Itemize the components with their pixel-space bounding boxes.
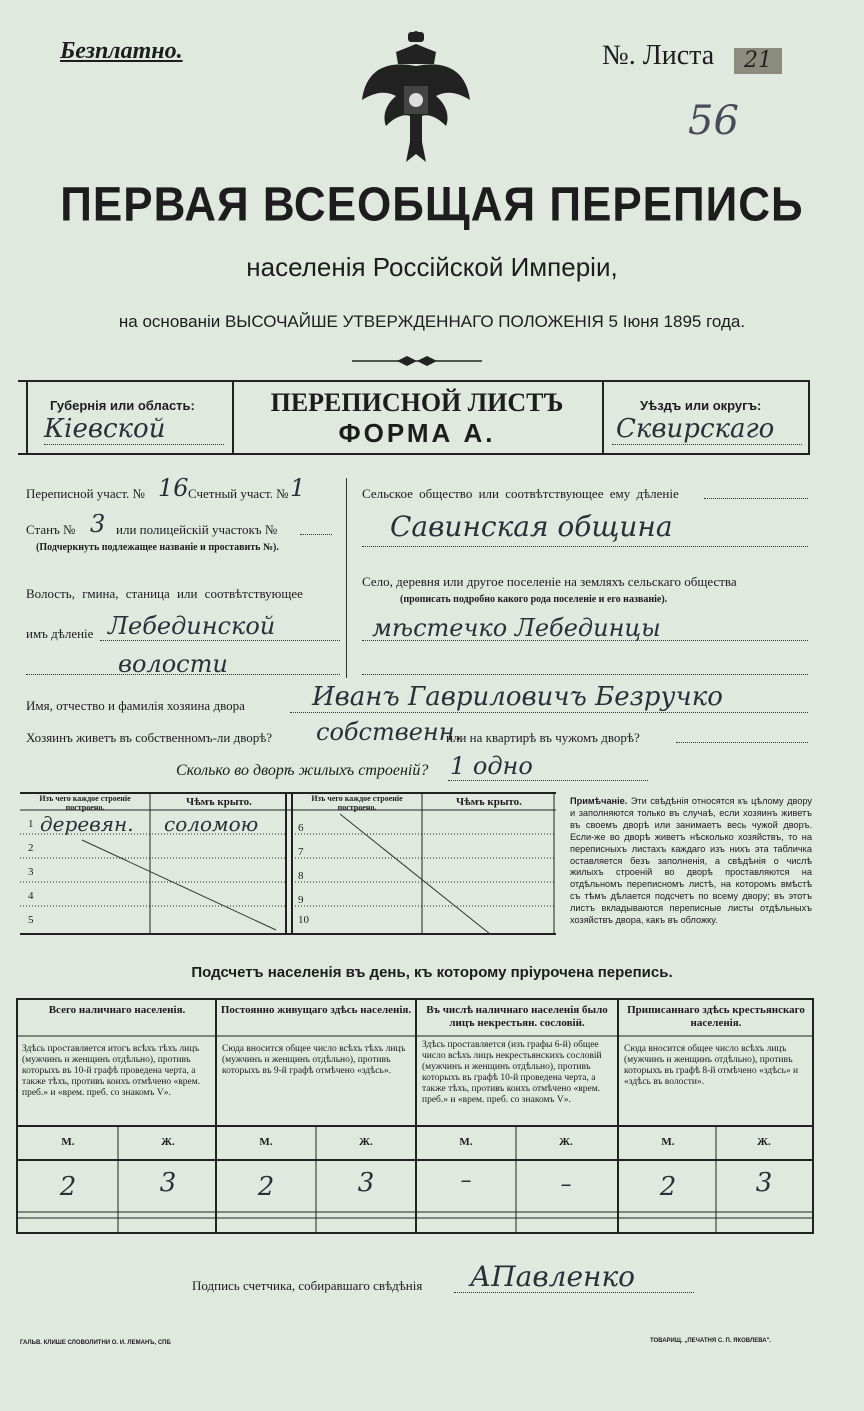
row-4-num: 4 xyxy=(28,890,34,902)
fields-divider xyxy=(346,478,347,678)
row-1-material: деревян. xyxy=(40,812,134,836)
volost-label-2: имъ дѣленіе xyxy=(26,626,94,641)
row-3-num: 3 xyxy=(28,866,34,878)
uezd-value: Сквирскаго xyxy=(616,414,775,444)
row-1-roof: соломою xyxy=(164,812,259,836)
buildings-rule xyxy=(448,780,648,781)
band-right-border xyxy=(808,380,810,453)
sum-col4-m-value: 2 xyxy=(659,1172,677,1202)
band-top-rule xyxy=(18,380,810,382)
sum-col2-head: Постоянно живущаго здѣсь населенія. xyxy=(220,1004,412,1016)
volost-label-1: Волость, гмина, станица или соотвѣтствующее xyxy=(26,586,303,601)
police-rule xyxy=(300,534,332,535)
band-divider-right xyxy=(602,380,604,453)
col-roof-right: Чѣмъ крыто. xyxy=(456,796,522,808)
society-label: Сельское общество или соотвѣтствующее ему дѣленіе xyxy=(362,486,679,501)
volost-value-1: Лебединской xyxy=(108,612,276,640)
sheet-no-value: 21 xyxy=(734,48,782,74)
sum-col4-head: Приписаннаго здѣсь крестьянскаго населенія. xyxy=(627,1004,805,1029)
summary-title: Подсчетъ населенія въ день, къ которому пріурочена перепись. xyxy=(191,964,673,981)
lives-label: Хозяинъ живетъ въ собственномъ-ли дворѣ? xyxy=(26,730,273,745)
sum-col3-m-label: М. xyxy=(459,1136,473,1148)
sum-col1-f-label: Ж. xyxy=(161,1136,175,1148)
society-value: Савинская община xyxy=(390,510,673,543)
owner-value: Иванъ Гавриловичъ Безручко xyxy=(312,682,723,712)
police-note: (Подчеркнуть подлежащее названіе и проставить №). xyxy=(36,542,279,553)
sum-col4-desc: Сюда вносится общее число всѣхъ лицъ (мужчинъ и женщинъ отдѣльно), противъ которыхъ въ графѣ 8-й отмѣчено «здѣсь» и «здѣсь въ волости». xyxy=(624,1044,799,1087)
lives-value: собственн. xyxy=(316,718,463,746)
volost-rule-2 xyxy=(26,674,340,675)
selo-value: мѣстечко Лебединцы xyxy=(372,614,661,642)
note-block xyxy=(570,796,812,927)
signature-value: АПавленко xyxy=(470,1260,636,1293)
row-1-num: 1 xyxy=(28,818,34,830)
sum-col3-f-label: Ж. xyxy=(559,1136,573,1148)
police-label: или полицейскій участокъ № xyxy=(116,522,278,537)
sum-col2-m-value: 2 xyxy=(257,1172,275,1202)
buildings-label: Сколько во дворѣ жилыхъ строеній? xyxy=(176,762,429,779)
row-5-num: 5 xyxy=(28,914,34,926)
guberniya-label: Губернія или область: xyxy=(50,398,195,413)
sum-col3-m-value: – xyxy=(460,1168,472,1193)
sum-col1-m-value: 2 xyxy=(59,1172,77,1202)
footer-right: ТОВАРИЩ. „ПЕЧАТНЯ С. П. ЯКОВЛЕВА". xyxy=(650,1338,772,1344)
sum-col2-f-label: Ж. xyxy=(359,1136,373,1148)
schetny-label: Счетный участ. № xyxy=(188,486,289,501)
hand-number: 56 xyxy=(688,98,739,144)
col-material-right: Изъ чего каждое строеніе построено. xyxy=(311,794,403,812)
row-2-num: 2 xyxy=(28,842,34,854)
guberniya-rule xyxy=(44,444,224,445)
schetny-value: 1 xyxy=(290,474,306,502)
owner-label: Имя, отчество и фамилія хозяина двора xyxy=(26,698,245,713)
selo-rule-1 xyxy=(362,640,808,641)
footer-left: ГАЛЬВ. КЛИШЕ СЛОВОЛИТНИ О. И. ЛЕМАНЪ, СПБ xyxy=(20,1340,171,1346)
row-7-num: 7 xyxy=(298,846,304,858)
sum-col1-f-value: 3 xyxy=(159,1168,177,1198)
sum-col4-f-value: 3 xyxy=(755,1168,773,1198)
sum-col3-head: Въ числѣ наличнаго населенія было лицъ некрестьян. сословій. xyxy=(426,1004,608,1029)
row-10-num: 10 xyxy=(298,914,309,926)
sum-col2-desc: Сюда вносится общее число всѣхъ тѣхъ лицъ (мужчинъ и женщинъ отдѣльно), противъ которыхъ въ 9-й графѣ отмѣчено «здѣсь». xyxy=(222,1044,406,1076)
sheet-no-label: №. Листа xyxy=(602,40,715,71)
imperial-eagle-emblem xyxy=(356,30,476,170)
sum-col2-f-value: 3 xyxy=(357,1168,375,1198)
uchastok-value: 16 xyxy=(158,474,189,502)
basis-line: на основаніи ВЫСОЧАЙШЕ УТВЕРЖДЕННАГО ПОЛОЖЕНІЯ 5 Іюня 1895 года. xyxy=(118,312,746,331)
subtitle: населенія Россійской Имперіи, xyxy=(246,252,618,282)
signature-label: Подпись счетчика, собиравшаго свѣдѣнія xyxy=(192,1278,423,1293)
stan-value: 3 xyxy=(90,510,106,538)
society-rule-2 xyxy=(362,546,808,547)
buildings-value: 1 одно xyxy=(450,752,533,780)
sum-col3-f-value: – xyxy=(560,1172,572,1197)
lives-rule xyxy=(676,742,808,743)
owner-rule xyxy=(290,712,808,713)
form-type: ФОРМА А. xyxy=(338,418,496,448)
selo-note: (прописать подробно какого рода поселеніе и его названіе). xyxy=(400,594,668,605)
stan-label: Станъ № xyxy=(26,522,76,537)
volost-value-2: волости xyxy=(118,650,228,678)
signature-rule xyxy=(454,1292,694,1293)
sum-col4-f-label: Ж. xyxy=(757,1136,771,1148)
sum-col1-head: Всего наличнаго населенія. xyxy=(48,1004,186,1016)
selo-label: Село, деревня или другое поселеніе на земляхъ сельскаго общества xyxy=(362,574,737,589)
sum-col1-desc: Здѣсь проставляется итогъ всѣхъ тѣхъ лицъ (мужчинъ и женщинъ отдѣльно), противъ которыхъ въ 10-й графѣ проведена черта, а также тѣхъ, противъ коихъ отмѣчено «врем. преб.» и «врем. преб. со знакомъ V». xyxy=(22,1044,201,1098)
sum-col1-m-label: М. xyxy=(61,1136,75,1148)
note-title: Примѣчаніе. xyxy=(570,796,628,806)
row-6-num: 6 xyxy=(298,822,304,834)
society-rule-1 xyxy=(704,498,808,499)
free-label: Безплатно. xyxy=(60,38,183,64)
guberniya-value: Кіевской xyxy=(44,414,166,444)
form-title: ПЕРЕПИСНОЙ ЛИСТЪ xyxy=(270,388,564,417)
sum-col4-m-label: М. xyxy=(661,1136,675,1148)
sum-col3-desc: Здѣсь проставляется (изъ графы 6-й) общее число всѣхъ лицъ некрестьянскихъ сословій (мужчинъ и женщинъ отдѣльно), противъ которыхъ въ графѣ 10-й проведена черта, а также тѣхъ, противъ коихъ отмѣчено «врем. преб.» и «врем. преб. со знакомъ V». xyxy=(422,1040,602,1105)
band-bottom-rule xyxy=(18,453,810,455)
col-roof-left: Чѣмъ крыто. xyxy=(186,796,252,808)
selo-rule-2 xyxy=(362,674,808,675)
uezd-rule xyxy=(612,444,802,445)
uchastok-label: Переписной участ. № xyxy=(26,486,145,501)
volost-rule-1 xyxy=(100,640,340,641)
sum-col2-m-label: М. xyxy=(259,1136,273,1148)
note-text: Эти свѣдѣнія относятся къ цѣлому двору и заполняются только въ случаѣ, если хозяинъ живетъ въ своемъ дворѣ или занимаетъ весь чужой дворъ. Если-же во дворѣ живетъ нѣсколько хозяйствъ, то на переписныхъ листахъ каждаго изъ нихъ эта табличка оставляется безъ заполненія, а свѣдѣнія о числѣ жилыхъ строеній во дворѣ проставляются на отдѣльномъ переписномъ листѣ, на которомъ вмѣстѣ съ тѣмъ дѣлается подсчетъ по всему двору; въ этотъ листъ вкладываются переписные листы отдѣльныхъ хозяйствъ двора, какъ въ обложку. xyxy=(570,796,812,926)
col-material-left: Изъ чего каждое строеніе построено. xyxy=(39,794,131,812)
row-9-num: 9 xyxy=(298,894,304,906)
band-left-border xyxy=(26,380,28,453)
uezd-label: Уѣздъ или округъ: xyxy=(640,398,762,413)
ornament-divider xyxy=(352,354,482,368)
row-8-num: 8 xyxy=(298,870,304,882)
main-title: ПЕРВАЯ ВСЕОБЩАЯ ПЕРЕПИСЬ xyxy=(60,177,804,232)
lives-label-2: или на квартирѣ въ чужомъ дворѣ? xyxy=(446,730,640,745)
